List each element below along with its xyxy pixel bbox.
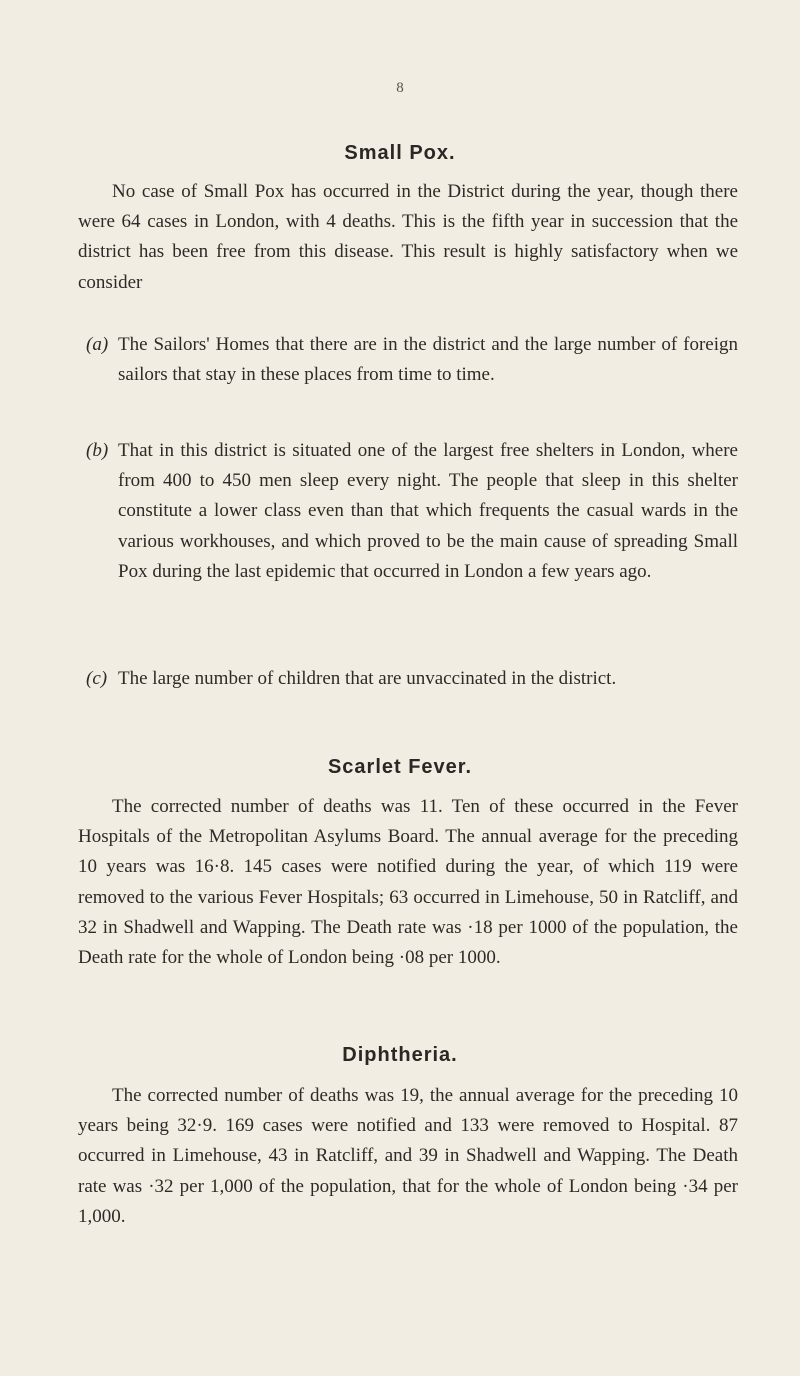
diphtheria-heading: Diphtheria. — [342, 1044, 458, 1066]
small-pox-item-a — [86, 330, 738, 390]
page-number: 8 — [396, 80, 404, 96]
item-marker: (a) — [86, 334, 109, 355]
small-pox-item-c — [86, 664, 738, 694]
item-marker: (c) — [86, 668, 108, 689]
item-text: The large number of children that are unvaccinated in the district. — [118, 668, 617, 689]
diphtheria-text: The corrected number of deaths was 19, the annual average for the preceding 10 years being 32·9. 169 cases were notified and 133 were removed to Hospital. 87 occurred in Limehouse, 43 in Ratcliff, and 39 in Shadwell and Wapping. The Death rate was ·32 per 1,000 of the population, that for the whole of London being ·34 per 1,000. — [78, 1085, 738, 1227]
small-pox-intro: No case of Small Pox has occurred in the District during the year, though there were 64 cases in London, with 4 deaths. This is the fifth year in succession that the district has been free from this disease. This result is highly satisfactory when we consider — [78, 181, 738, 293]
item-text: That in this district is situated one of the largest free shelters in London, where from 400 to 450 men sleep every night. The people that sleep in this shelter constitute a lower class even than that which frequents the casual wards in the various workhouses, and which proved to be the main cause of spreading Small Pox during the last epidemic that occurred in London a few years ago. — [118, 440, 738, 582]
small-pox-heading: Small Pox. — [344, 142, 456, 164]
small-pox-item-b — [86, 436, 738, 587]
item-text: The Sailors' Homes that there are in the district and the large number of foreign sailors that stay in these places from time to time. — [118, 334, 738, 386]
scarlet-fever-text: The corrected number of deaths was 11. Ten of these occurred in the Fever Hospitals of the Metropolitan Asylums Board. The annual average for the preceding 10 years was 16·8. 145 cases were notified during the year, of which 119 were removed to the various Fever Hospitals; 63 occurred in Limehouse, 50 in Ratcliff, and 32 in Shadwell and Wapping. The Death rate was ·18 per 1000 of the population, the Death rate for the whole of London being ·08 per 1000. — [78, 796, 738, 969]
item-marker: (b) — [86, 440, 109, 461]
scarlet-fever-heading: Scarlet Fever. — [327, 756, 473, 778]
